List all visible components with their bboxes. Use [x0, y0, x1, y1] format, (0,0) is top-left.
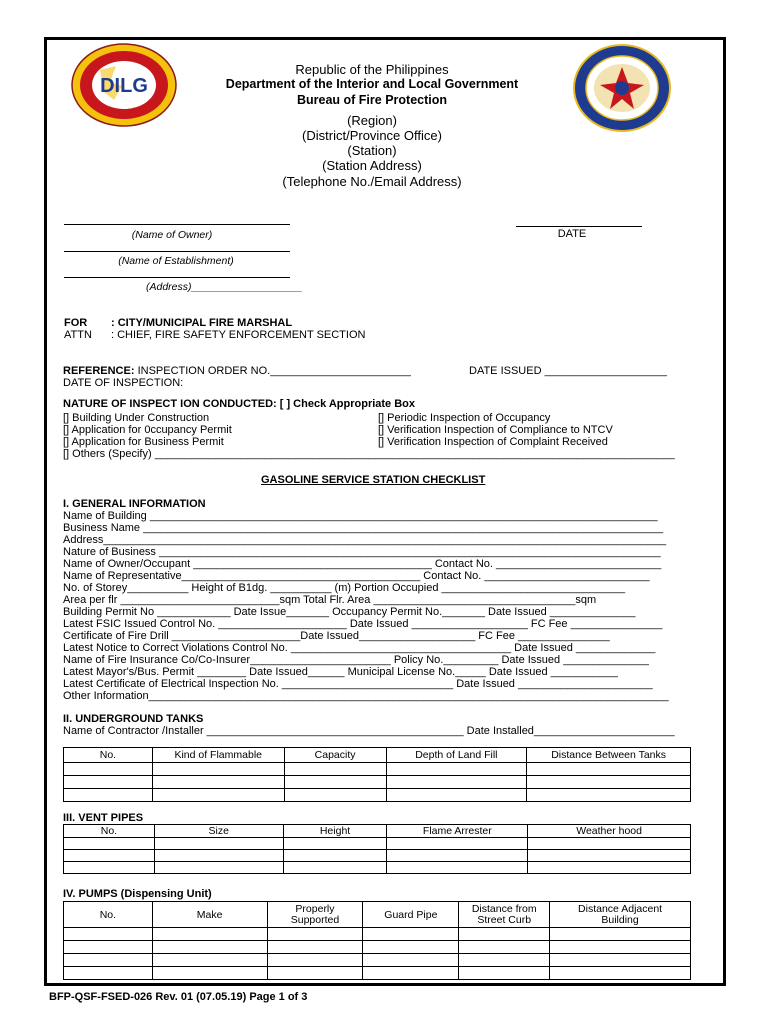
address-line: [64, 277, 290, 278]
vents-header: Height: [283, 825, 387, 838]
pumps-header: No.: [64, 902, 153, 928]
header-department: Department of the Interior and Local Government: [225, 77, 519, 91]
nature-title: NATURE OF INSPECT ION CONDUCTED: [ ] Check Appropriate Box: [63, 398, 416, 410]
pumps-header: Properly Supported: [267, 902, 363, 928]
tanks-header-row: [64, 748, 691, 763]
pumps-header-row: [64, 902, 691, 928]
bfp-logo: [572, 43, 672, 133]
tanks-title: II. UNDERGROUND TANKS: [63, 713, 204, 725]
vents-header: Weather hood: [528, 825, 691, 838]
attn-value: : CHIEF, FIRE SAFETY ENFORCEMENT SECTION: [111, 329, 366, 341]
header-region: (Region): [347, 113, 397, 128]
reference-row: [63, 365, 411, 377]
nature-left-0: [] Building Under Construction: [63, 412, 210, 424]
vents-header-row: [64, 825, 691, 838]
pumps-title: IV. PUMPS (Dispensing Unit): [63, 888, 212, 900]
table-row: [64, 789, 691, 802]
nature-right-2: [] Verification Inspection of Complaint Received: [378, 436, 608, 448]
general-info-row: Name of Representative_______________________________________ Contact No. ___________________________: [63, 570, 650, 582]
owner-line: [64, 224, 290, 225]
header-republic: Republic of the Philippines: [295, 62, 449, 77]
nature-left-1: [] Application for 0ccupancy Permit: [63, 424, 232, 436]
table-row: [64, 776, 691, 789]
tanks-contractor: Name of Contractor /Installer __________________________________________ Date Installed_______________________: [63, 725, 675, 737]
dilg-logo: [70, 42, 178, 128]
nature-right-0: [] Periodic Inspection of Occupancy: [378, 412, 551, 424]
general-info-row: Other Information_____________________________________________________________________________________: [63, 690, 669, 702]
nature-left-2: [] Application for Business Permit: [63, 436, 224, 448]
general-info-row: Building Permit No ____________ Date Issue_______ Occupancy Permit No._______ Date Issued ______________: [63, 606, 636, 618]
establishment-line: [64, 251, 290, 252]
vents-title: III. VENT PIPES: [63, 812, 144, 824]
table-row: [64, 928, 691, 941]
table-row: [64, 850, 691, 862]
pumps-header: Distance Adjacent Building: [550, 902, 691, 928]
general-info-row: Area per flr __________________________sqm Total Flr. Area _________________________________sqm: [63, 594, 597, 606]
table-row: [64, 763, 691, 776]
general-info-row: Latest Mayor's/Bus. Permit ________ Date Issued______ Municipal License No._____ Date Issued ___________: [63, 666, 618, 678]
tanks-header: Depth of Land Fill: [386, 748, 527, 763]
vents-header: Size: [154, 825, 283, 838]
table-row: [64, 941, 691, 954]
general-info-row: Name of Owner/Occupant _______________________________________ Contact No. ___________________________: [63, 558, 662, 570]
address-label: (Address)___________________: [146, 281, 303, 293]
table-row: [64, 967, 691, 980]
nature-right-1: [] Verification Inspection of Compliance to NTCV: [378, 424, 613, 436]
establishment-label: (Name of Establishment): [118, 255, 234, 267]
date-label: DATE: [557, 228, 587, 240]
owner-label: (Name of Owner): [131, 229, 213, 241]
date-issued: DATE ISSUED ____________________: [469, 365, 667, 377]
vents-header: No.: [64, 825, 155, 838]
checklist-title: GASOLINE SERVICE STATION CHECKLIST: [261, 474, 486, 486]
vents-header: Flame Arrester: [387, 825, 528, 838]
header-station: (Station): [347, 143, 397, 158]
general-info-row: Name of Building ___________________________________________________________________________________: [63, 510, 658, 522]
general-info-row: Business Name _____________________________________________________________________________________: [63, 522, 664, 534]
general-info-row: Nature of Business __________________________________________________________________________________: [63, 546, 661, 558]
date-of-inspection: DATE OF INSPECTION:: [63, 377, 184, 389]
header-telephone: (Telephone No./Email Address): [282, 174, 462, 189]
header-district: (District/Province Office): [302, 128, 442, 143]
nature-others: [] Others (Specify) _____________________________________________________________________________________: [63, 448, 675, 460]
pumps-header: Distance from Street Curb: [459, 902, 550, 928]
pumps-header: Guard Pipe: [363, 902, 459, 928]
table-row: [64, 838, 691, 850]
header-bureau: Bureau of Fire Protection: [296, 93, 448, 107]
reference-label: REFERENCE:: [63, 365, 135, 377]
general-info-row: Latest FSIC Issued Control No. _____________________ Date Issued ___________________ FC Fee _______________: [63, 618, 663, 630]
tanks-header: Distance Between Tanks: [527, 748, 691, 763]
general-info-row: Latest Notice to Correct Violations Control No. ____________________________________ Date Issued _____________: [63, 642, 656, 654]
general-info-row: Latest Certificate of Electrical Inspection No. ____________________________ Date Issued ______________________: [63, 678, 653, 690]
general-info-row: No. of Storey__________ Height of B1dg. __________ (m) Portion Occupied ______________________________: [63, 582, 626, 594]
general-info-row: Certificate of Fire Drill _____________________Date Issued___________________ FC Fee _______________: [63, 630, 610, 642]
tanks-header: Capacity: [284, 748, 386, 763]
header-station-address: (Station Address): [322, 158, 422, 173]
general-info-row: Name of Fire Insurance Co/Co-Insurer_______________________ Policy No._________ Date Issued ______________: [63, 654, 649, 666]
dilg-logo-text: DILG: [100, 75, 148, 97]
tanks-header: No.: [64, 748, 153, 763]
pumps-header: Make: [152, 902, 267, 928]
for-label: FOR: [64, 317, 88, 329]
inspection-order: INSPECTION ORDER NO._______________________: [134, 365, 411, 377]
table-row: [64, 954, 691, 967]
footer-form-code: BFP-QSF-FSED-026 Rev. 01 (07.05.19) Page 1 of 3: [49, 991, 308, 1003]
date-line: [516, 226, 642, 227]
general-title: I. GENERAL INFORMATION: [63, 498, 206, 510]
table-row: [64, 862, 691, 874]
vents-table: [63, 824, 691, 874]
tanks-header: Kind of Flammable: [152, 748, 284, 763]
general-info-row: Address____________________________________________________________________________________________: [63, 534, 667, 546]
attn-label: ATTN: [64, 329, 92, 341]
for-value: : CITY/MUNICIPAL FIRE MARSHAL: [111, 317, 293, 329]
pumps-table: [63, 901, 691, 980]
tanks-table: [63, 747, 691, 802]
